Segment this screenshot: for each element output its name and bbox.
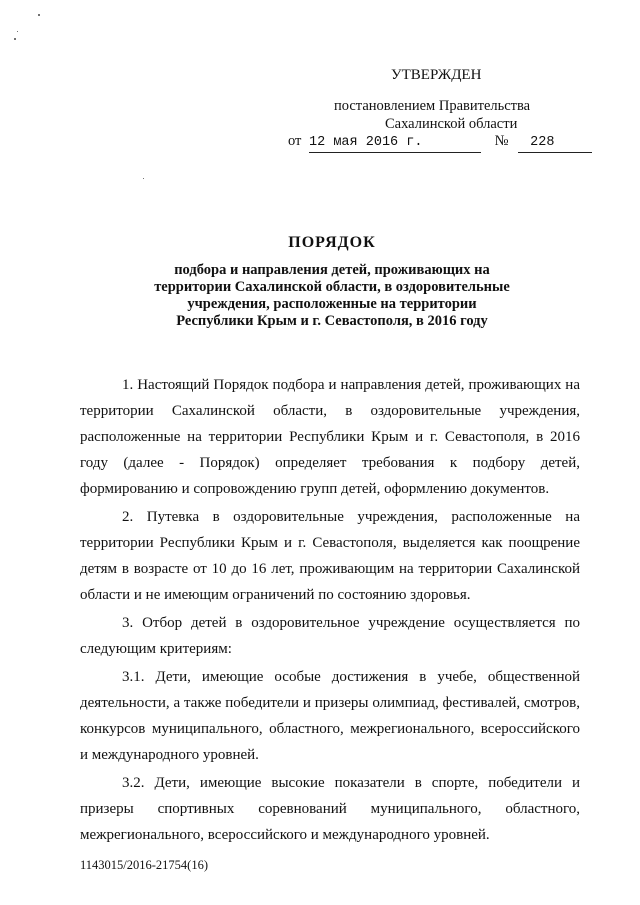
document-body bbox=[80, 372, 580, 848]
from-label: от bbox=[288, 133, 302, 149]
scan-speck bbox=[38, 14, 40, 16]
number-label: № bbox=[494, 133, 509, 149]
approval-number bbox=[518, 134, 592, 153]
scan-speck bbox=[143, 178, 144, 179]
document-id: 1143015/2016-21754(16) bbox=[80, 858, 208, 872]
approval-line-2: Сахалинской области bbox=[385, 116, 518, 132]
paragraph-3: 3. Отбор детей в оздоровительное учреждение осуществляется по следующим критериям: bbox=[80, 615, 580, 657]
title-main: ПОРЯДОК bbox=[288, 234, 376, 251]
scan-speck bbox=[14, 38, 16, 40]
paragraph-3-2: 3.2. Дети, имеющие высокие показатели в спорте, победители и призеры спортивных соревнований муниципального, областного, межрегионального, всероссийского и международного уровней. bbox=[80, 775, 580, 843]
approval-date-value: 12 мая 2016 г. bbox=[309, 135, 423, 150]
approval-heading: УТВЕРЖДЕН bbox=[391, 67, 482, 83]
approval-date bbox=[309, 134, 481, 153]
approval-line-1: постановлением Правительства bbox=[334, 98, 531, 114]
subtitle-line: территории Сахалинской области, в оздоровительные bbox=[154, 279, 510, 295]
paragraph-2: 2. Путевка в оздоровительные учреждения, расположенные на территории Республики Крым и г. Севастополя, выделяется как поощрение детям в возрасте от 10 до 16 лет, проживающим на территории Сахалинской области и не имеющим ограничений по состоянию здоровья. bbox=[80, 509, 580, 603]
document-title bbox=[120, 232, 544, 330]
scan-speck bbox=[17, 31, 18, 32]
subtitle-line: подбора и направления детей, проживающих на bbox=[174, 262, 490, 278]
paragraph-1: 1. Настоящий Порядок подбора и направления детей, проживающих на территории Сахалинской области, в оздоровительные учреждения, расположенные на территории Республики Крым и г. Севастополя, в 2016 году (далее - Порядок) определяет требования к подбору детей, формированию и сопровождению групп детей, оформлению документов. bbox=[80, 377, 580, 497]
paragraph-3-1: 3.1. Дети, имеющие особые достижения в учебе, общественной деятельности, а также победители и призеры олимпиад, фестивалей, смотров, конкурсов муниципального, областного, межрегионального, всероссийского и международного уровней. bbox=[80, 669, 580, 763]
subtitle-line: Республики Крым и г. Севастополя, в 2016 году bbox=[176, 313, 488, 329]
approval-date-row bbox=[288, 132, 592, 153]
approval-number-value: 228 bbox=[530, 135, 555, 150]
title-subtitle bbox=[120, 262, 544, 330]
subtitle-line: учреждения, расположенные на территории bbox=[187, 296, 477, 312]
